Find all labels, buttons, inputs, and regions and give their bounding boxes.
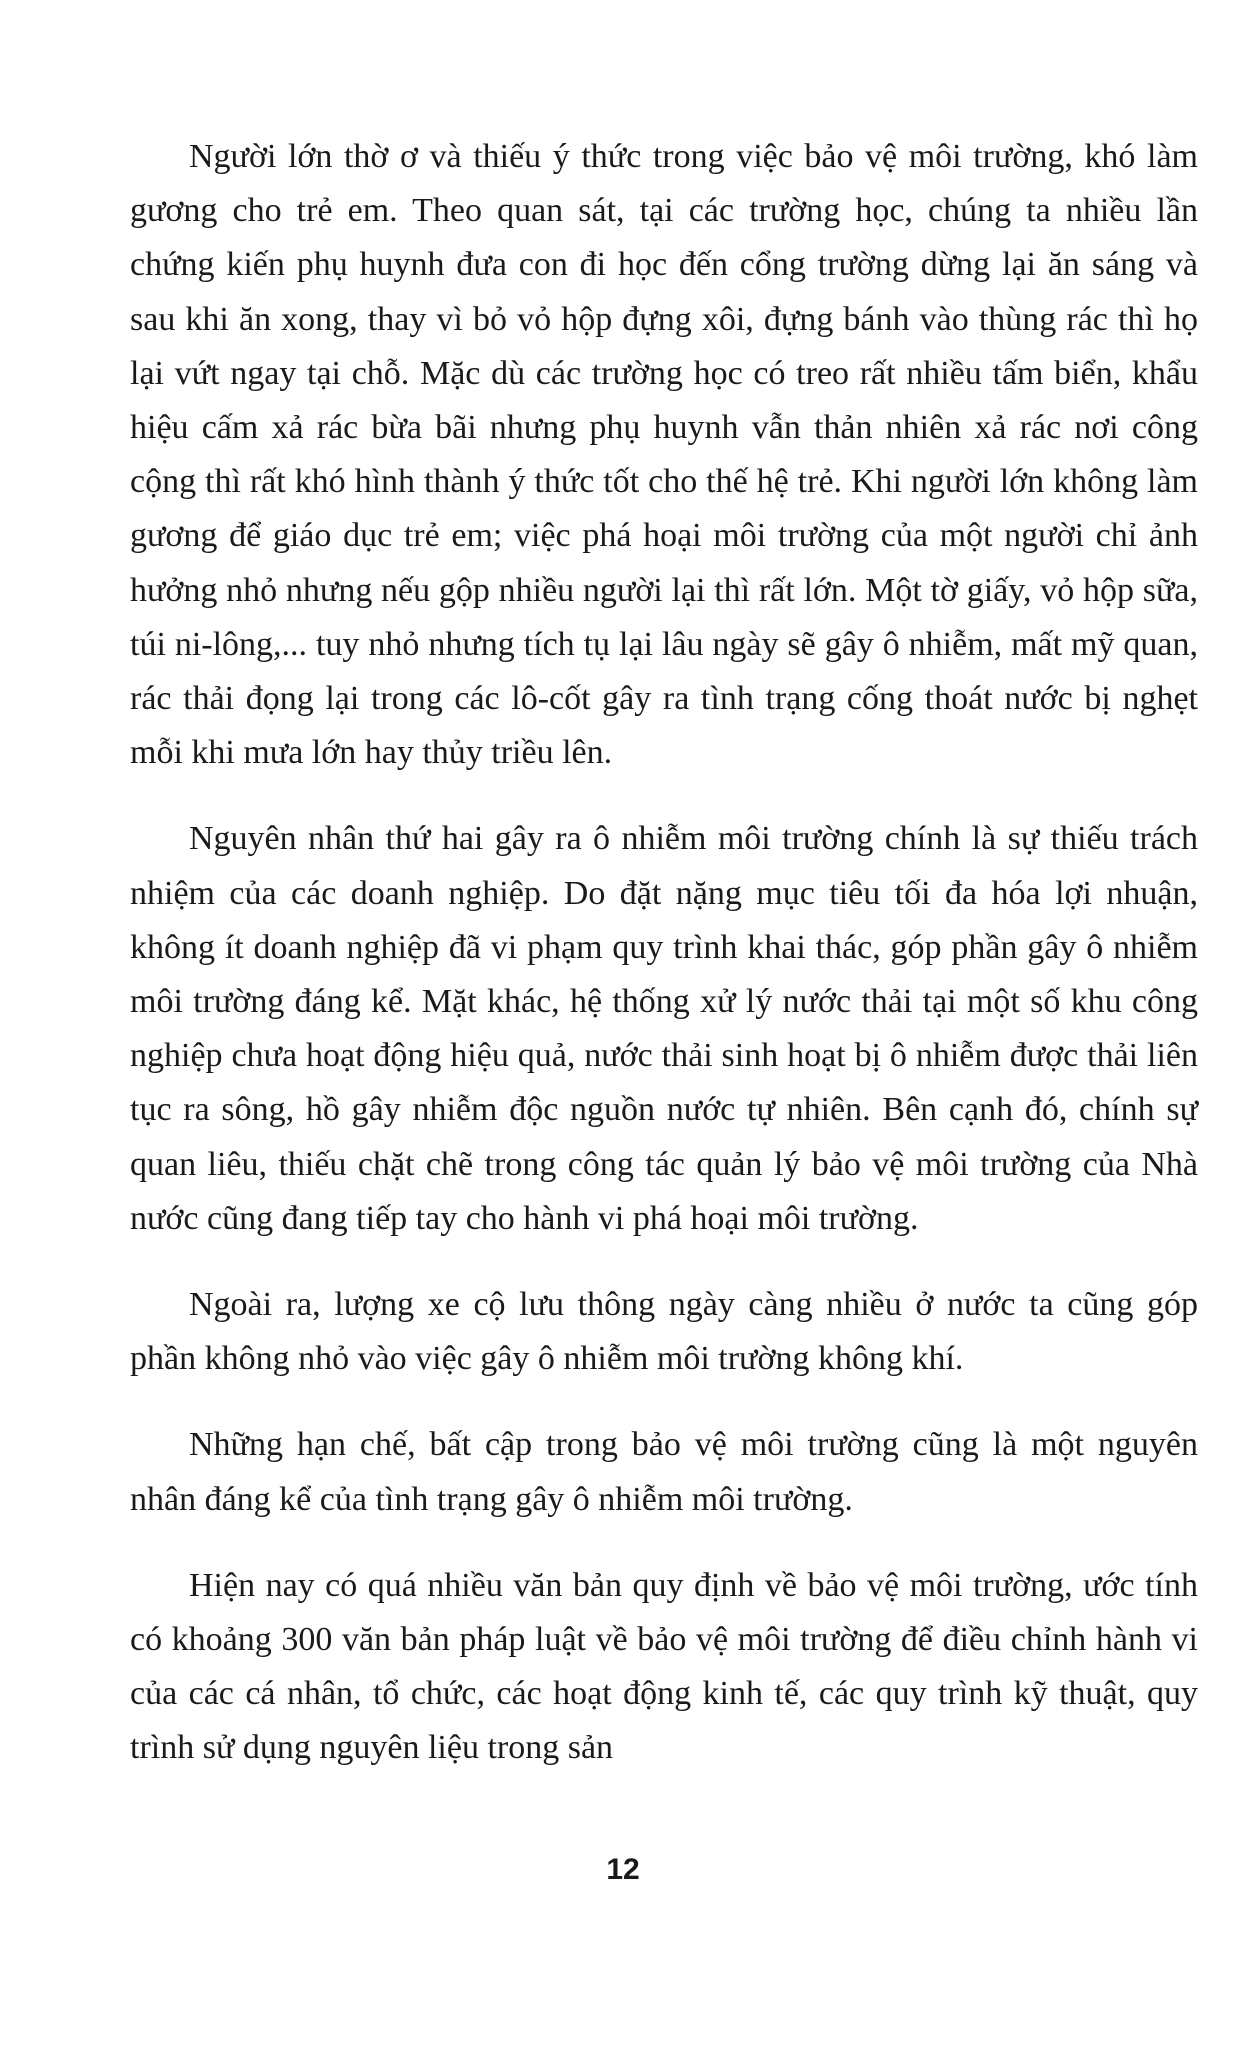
paragraph-4: Những hạn chế, bất cập trong bảo vệ môi trường cũng là một nguyên nhân đáng kể của tình trạng gây ô nhiễm môi trường. xyxy=(130,1426,1198,1518)
paragraph-5: Hiện nay có quá nhiều văn bản quy định về bảo vệ môi trường, ước tính có khoảng 300 văn bản pháp luật về bảo vệ môi trường để điều chỉnh hành vi của các cá nhân, tổ chức, các hoạt động kinh tế, các quy trình kỹ thuật, quy trình sử dụng nguyên liệu trong sản xyxy=(130,1566,1198,1767)
page-number: 12 xyxy=(606,1853,640,1886)
page-body-text xyxy=(130,130,1198,1776)
paragraph-2: Nguyên nhân thứ hai gây ra ô nhiễm môi trường chính là sự thiếu trách nhiệm của các doanh nghiệp. Do đặt nặng mục tiêu tối đa hóa lợi nhuận, không ít doanh nghiệp đã vi phạm quy trình khai thác, góp phần gây ô nhiễm môi trường đáng kể. Mặt khác, hệ thống xử lý nước thải tại một số khu công nghiệp chưa hoạt động hiệu quả, nước thải sinh hoạt bị ô nhiễm được thải liên tục ra sông, hồ gây nhiễm độc nguồn nước tự nhiên. Bên cạnh đó, chính sự quan liêu, thiếu chặt chẽ trong công tác quản lý bảo vệ môi trường của Nhà nước cũng đang tiếp tay cho hành vi phá hoại môi trường. xyxy=(130,820,1198,1237)
paragraph-3: Ngoài ra, lượng xe cộ lưu thông ngày càng nhiều ở nước ta cũng góp phần không nhỏ vào việc gây ô nhiễm môi trường không khí. xyxy=(130,1286,1198,1378)
paragraph-1: Người lớn thờ ơ và thiếu ý thức trong việc bảo vệ môi trường, khó làm gương cho trẻ em. Theo quan sát, tại các trường học, chúng ta nhiều lần chứng kiến phụ huynh đưa con đi học đến cổng trường dừng lại ăn sáng và sau khi ăn xong, thay vì bỏ vỏ hộp đựng xôi, đựng bánh vào thùng rác thì họ lại vứt ngay tại chỗ. Mặc dù các trường học có treo rất nhiều tấm biển, khẩu hiệu cấm xả rác bừa bãi nhưng phụ huynh vẫn thản nhiên xả rác nơi công cộng thì rất khó hình thành ý thức tốt cho thế hệ trẻ. Khi người lớn không làm gương để giáo dục trẻ em; việc phá hoại môi trường của một người chỉ ảnh hưởng nhỏ nhưng nếu gộp nhiều người lại thì rất lớn. Một tờ giấy, vỏ hộp sữa, túi ni-lông,... tuy nhỏ nhưng tích tụ lại lâu ngày sẽ gây ô nhiễm, mất mỹ quan, rác thải đọng lại trong các lô-cốt gây ra tình trạng cống thoát nước bị nghẹt mỗi khi mưa lớn hay thủy triều lên. xyxy=(130,138,1198,772)
